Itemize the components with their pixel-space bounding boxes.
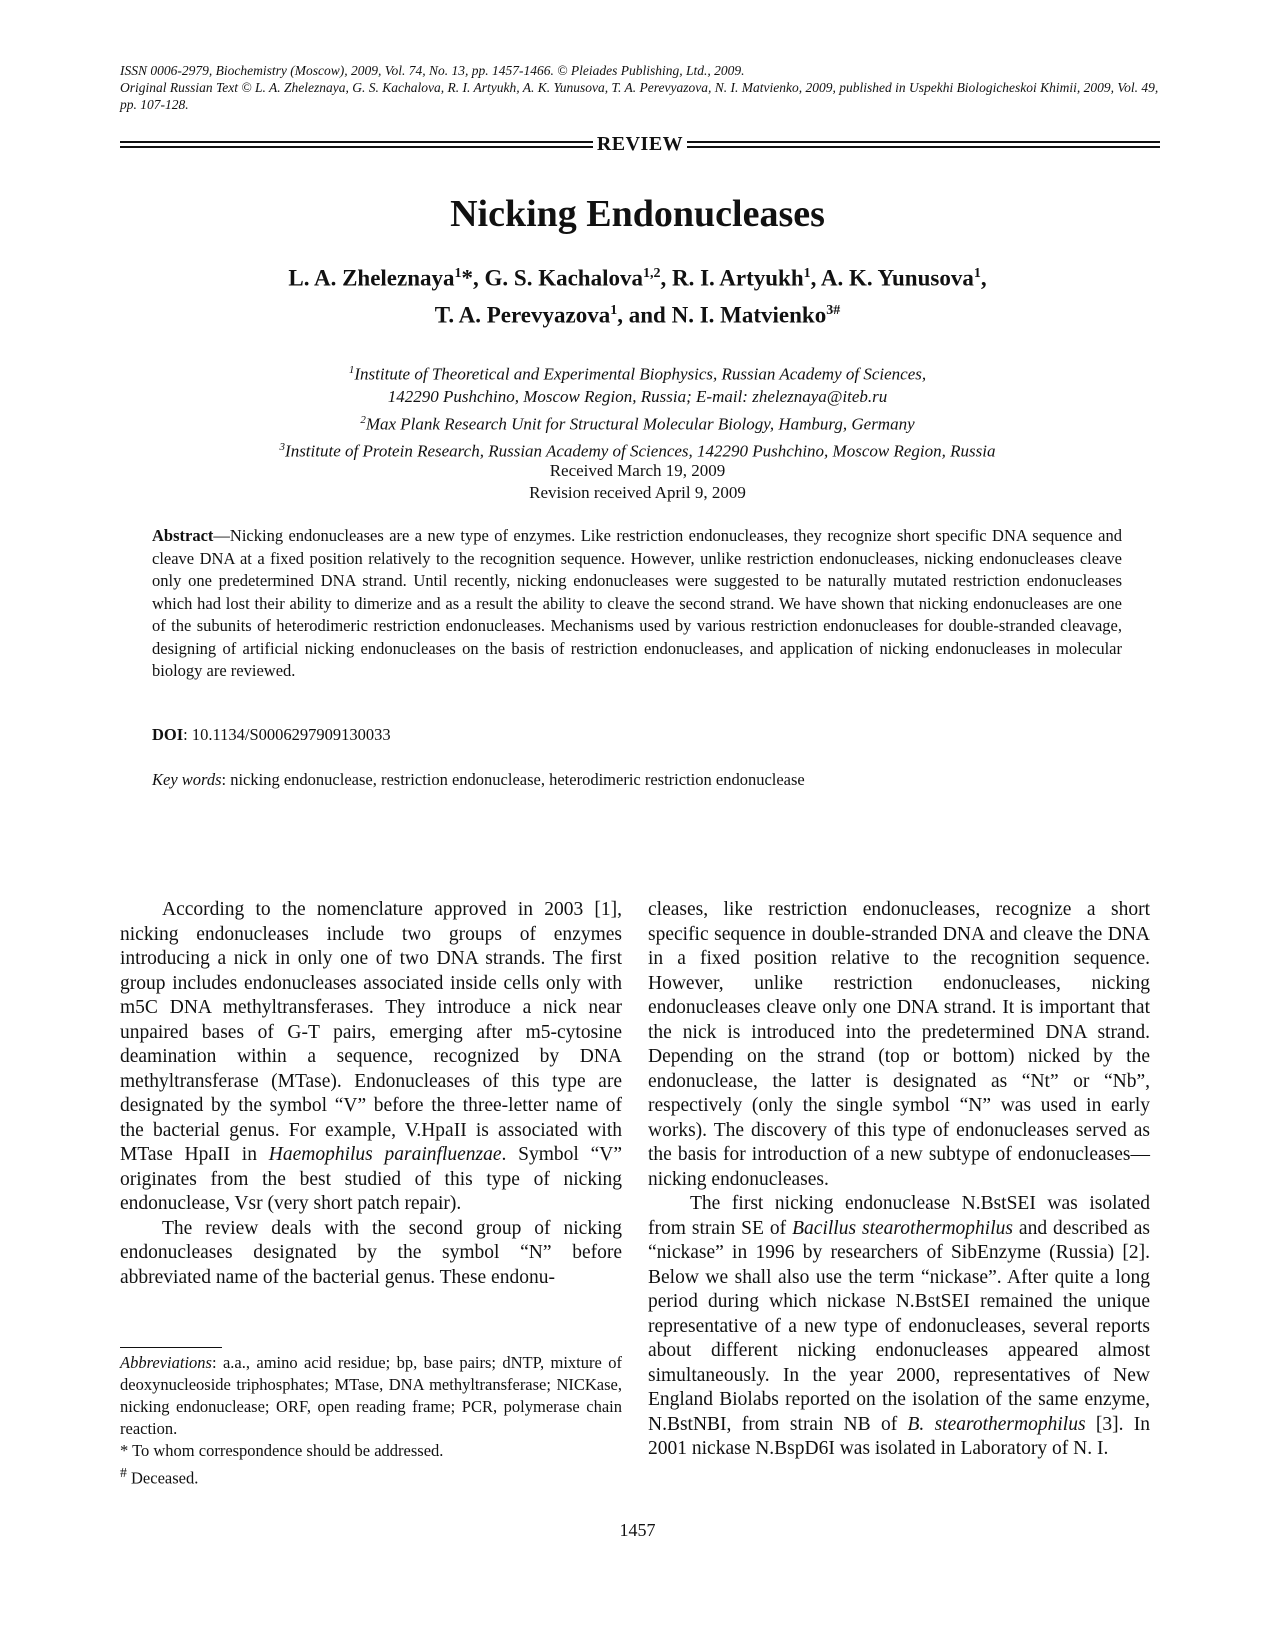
author-name: L. A. Zheleznaya (288, 265, 455, 291)
author-name: N. I. Matvienko (671, 302, 827, 328)
author-corresponding-mark: * (461, 265, 474, 291)
author-line-1 (0, 258, 1275, 295)
affiliation-text: Max Plank Research Unit for Structural Molecular Biology, Hamburg, Germany (365, 414, 915, 434)
paragraph-text: The first nicking endonuclease N.BstSEI was isolated from strain SE of (648, 1193, 1150, 1239)
paragraph (120, 898, 622, 1217)
dates (0, 460, 1275, 504)
author-separator: , (810, 265, 821, 291)
affiliation-3 (0, 436, 1275, 463)
author-affil-sup: 3# (826, 302, 841, 318)
abstract-text: —Nicking endonucleases are a new type of enzymes. Like restriction endonucleases, they recognize short specific DNA sequence and cleave DNA at a fixed position relatively to the recognition sequence. However, unlike restriction endonucleases, nicking endonucleases cleave only one predetermined DNA strand. Until recently, nicking endonucleases were suggested to be naturally mutated restriction endonucleases which had lost their ability to dimerize and as a result the ability to cleave the second strand. We have shown that nicking endonucleases are one of the subunits of heterodimeric restriction endonucleases. Mechanisms used by various restriction endonucleases for double-stranded cleavage, designing of artificial nicking endonucleases on the basis of restriction endonucleases, and application of nicking endonucleases in molecular biology are reviewed. (152, 526, 1122, 680)
footnote-divider (120, 1347, 222, 1348)
journal-header (120, 62, 1160, 113)
keywords-value: : nicking endonuclease, restriction endonuclease, heterodimeric restriction endonuclease (221, 770, 805, 789)
keywords-label: Key words (152, 770, 222, 789)
abbreviations-footnote (120, 1352, 622, 1440)
author-line-2 (0, 295, 1275, 332)
paragraph-text: [3]. In 2001 nickase N.BspD6I was isolated in Laboratory of N. I. (648, 1413, 1150, 1459)
author-affil-sup: 1 (454, 266, 462, 281)
author-affil-sup: 1 (973, 266, 981, 281)
paragraph-text: . Symbol “V” originates from the best studied of this type of nicking endonuclease, Vsr (very short patch repair). (120, 1144, 623, 1214)
received-date: Received March 19, 2009 (549, 461, 726, 480)
paragraph-text: and described as “nickase” in 1996 by researchers of SibEnzyme (Russia) [2]. Below we shall also use the term “nickase”. After quite a long period during which nickase N.BstSEI remained the unique representative of a new type of endonucleases, several reports about different nicking endonucleases appeared almost simultaneously. In the year 2000, representatives of New England Biolabs reported on the isolation of the same enzyme, N.BstNBI, from strain NB of (648, 1217, 1150, 1435)
affiliation-text: Institute of Theoretical and Experimental Biophysics, Russian Academy of Sciences, (354, 364, 927, 384)
author-list (0, 258, 1275, 331)
author-separator: , and (617, 302, 672, 328)
paragraph: The review deals with the second group of nicking endonucleases designated by the symbol “N” before abbreviated name of the bacterial genus. These endonu- (120, 1217, 622, 1288)
author-affil-sup: 1 (803, 266, 811, 281)
species-name: Haemophilus parainfluenzae (268, 1144, 502, 1165)
page-number: 1457 (619, 1520, 656, 1540)
deceased-mark: # (120, 1465, 127, 1480)
affiliation-number: 3 (279, 440, 286, 453)
page-title: Nicking Endonucleases (450, 193, 825, 235)
author-name: A. K. Yunusova (820, 265, 974, 291)
author-name: T. A. Perevyazova (434, 302, 611, 328)
paragraph (648, 1192, 1150, 1462)
body-column-left (120, 898, 622, 1290)
double-rule-right (687, 141, 1160, 148)
species-name: B. stearothermophilus (907, 1413, 1086, 1435)
doi-value[interactable]: : 10.1134/S0006297909130033 (183, 725, 391, 744)
revision-date: Revision received April 9, 2009 (529, 483, 746, 502)
deceased-footnote (120, 1462, 622, 1490)
affiliation-2 (0, 409, 1275, 436)
section-label: REVIEW (596, 132, 684, 155)
affiliation-number: 1 (348, 364, 355, 376)
affiliation-1 (0, 359, 1275, 386)
doi (152, 725, 391, 745)
abstract-label: Abstract (152, 526, 214, 545)
affiliation-text: Institute of Protein Research, Russian Academy of Sciences, 142290 Pushchino, Moscow Region, Russia (285, 441, 996, 461)
paragraph: cleases, like restriction endonucleases, recognize a short specific sequence in double-stranded DNA and cleave the DNA in a fixed position relative to the recognition sequence. However, unlike restriction endonucleases, nicking endonucleases cleave only one DNA strand. It is important that the nick is introduced into the predetermined DNA strand. Depending on the strand (top or bottom) nicked by the endonuclease, the latter is designated as “Nt” or “Nb”, respectively (only the single symbol “N” was used in early works). The discovery of this type of endonucleases served as the basis for introduction of a new subtype of endonucleases—nicking endonucleases. (648, 899, 1150, 1190)
correspondence-footnote: * To whom correspondence should be addressed. (120, 1441, 444, 1460)
affiliation-1-address: 142290 Pushchino, Moscow Region, Russia; E-mail: zheleznaya@iteb.ru (387, 387, 888, 407)
doi-label: DOI (152, 725, 184, 744)
paragraph-text: According to the nomenclature approved in 2003 [1], nicking endonucleases include two groups of enzymes introducing a nick in only one of two DNA strands. The first group includes endonucleases associated inside cells only with m5C DNA methyltransferases. They introduce a nick near unpaired bases of G-T pairs, emerging after m5-cytosine deamination within a sequence, recognized by DNA methyltransferase (MTase). Endonucleases of this type are designated by the symbol “V” before the three-letter name of the bacterial genus. For example, V.HpaII is associated with MTase HpaII in (120, 899, 622, 1165)
abbreviations-text: : a.a., amino acid residue; bp, base pairs; dNTP, mixture of deoxynucleoside triphosphates; MTase, DNA methyltransferase; NICKase, nicking endonuclease; ORF, open reading frame; PCR, polymerase chain reaction. (120, 1353, 622, 1438)
author-affil-sup: 1 (610, 302, 618, 318)
abstract (152, 525, 1122, 683)
species-name: Bacillus stearothermophilus (792, 1217, 1013, 1239)
abbreviations-label: Abbreviations (120, 1353, 212, 1372)
header-citation: ISSN 0006-2979, Biochemistry (Moscow), 2009, Vol. 74, No. 13, pp. 1457-1466. © Pleiades Publishing, Ltd., 2009. (120, 63, 745, 78)
header-original-text: Original Russian Text © L. A. Zheleznaya, G. S. Kachalova, R. I. Artyukh, A. K. Yunusova, T. A. Perevyazova, N. I. Matvienko, 2009, published in Uspekhi Biologicheskoi Khimii, 2009, Vol. 49, pp. 107-128. (120, 80, 1159, 112)
affiliation-number: 2 (360, 413, 366, 426)
affiliations (0, 359, 1275, 463)
footnotes (120, 1352, 622, 1490)
author-separator: , (473, 265, 485, 291)
author-affil-sup: 1,2 (642, 266, 661, 281)
section-banner (120, 131, 1160, 157)
double-rule-left (120, 141, 593, 148)
body-column-right (648, 898, 1150, 1462)
deceased-text: Deceased. (126, 1468, 199, 1488)
keywords (152, 770, 805, 790)
author-name: R. I. Artyukh (671, 265, 804, 291)
author-separator: , (660, 265, 672, 291)
author-name: G. S. Kachalova (484, 265, 643, 291)
author-separator: , (980, 265, 987, 291)
